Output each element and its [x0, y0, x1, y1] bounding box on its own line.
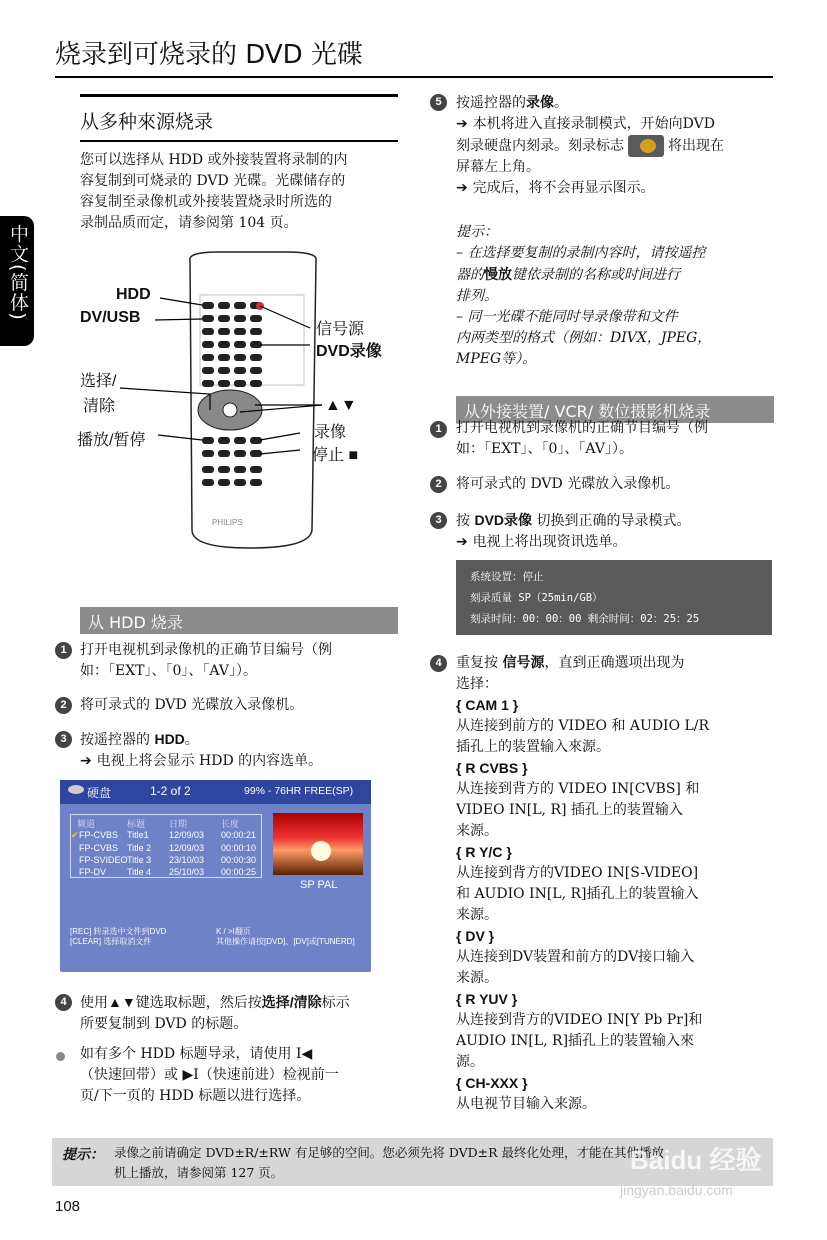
column-header: 标题 — [127, 819, 146, 829]
remote-label-select-clear-1: 选择/ — [80, 373, 117, 390]
footer-tip-line: 机上播放，请参阅第 127 页。 — [114, 1165, 284, 1180]
table-cell: 25/10/03 — [169, 867, 205, 877]
source-option: { R CVBS } — [456, 760, 528, 776]
disk-icon — [68, 785, 84, 794]
source-option: { R YUV } — [456, 991, 518, 1007]
table-cell: FP-SVIDEO — [79, 855, 128, 865]
source-desc: 从连接到背方的 VIDEO IN[CVBS] 和 — [456, 781, 700, 797]
section-title-from-hdd: 从 HDD 烧录 — [80, 607, 398, 634]
source-list — [456, 652, 776, 1115]
source-desc: VIDEO IN[L, R] 插孔上的装置输入 — [456, 802, 683, 818]
status-line: 刻录时间：00：00：00 剩余时间：02：25：25 — [470, 613, 700, 625]
step-text: 将可录式的 DVD 光碟放入录像机。 — [80, 697, 304, 713]
intro-line: 容复制至录像机或外接装置烧录时所选的 — [80, 194, 332, 210]
text-run: 。 — [554, 95, 568, 111]
intro-text — [80, 150, 400, 234]
preview-label: SP PAL — [300, 879, 338, 891]
tip-line: MPEG等）。 — [456, 351, 537, 367]
step-line: 所要复制到 DVD 的标题。 — [80, 1016, 248, 1032]
step-text-pre: 按遥控器的 — [80, 732, 155, 748]
recording-status-box — [456, 560, 772, 635]
step-number: 5 — [430, 94, 447, 111]
bullet-line: （快速回带）或 ▶I（快速前进）检视前一 — [80, 1067, 339, 1083]
language-tab-label: 中文(简体) — [7, 224, 29, 321]
section-title-multi-source: 从多种來源烧录 — [80, 94, 398, 142]
remote-label-source: 信号源 — [316, 321, 365, 338]
text-run: 完成后，将不会再显示图示。 — [472, 180, 655, 196]
text-run: 标示 — [321, 995, 350, 1011]
column-header: 频道 — [77, 819, 96, 829]
text-run: 重复按 — [456, 655, 503, 671]
page-number: 108 — [55, 1198, 81, 1215]
step-text — [80, 729, 322, 772]
source-option: { DV } — [456, 928, 495, 944]
baidu-watermark-url: jingyan.baidu.com — [620, 1182, 733, 1198]
record-disc-icon — [628, 135, 664, 157]
step-number: 1 — [55, 642, 72, 659]
step-text — [456, 418, 776, 460]
title-rule — [55, 76, 773, 78]
source-desc: 来源。 — [456, 823, 498, 839]
source-option: { CAM 1 } — [456, 697, 519, 713]
text-run: 键依录制的名称或时间进行 — [512, 267, 680, 283]
help-text: K / >I翻页 — [216, 927, 251, 936]
step-text — [80, 640, 400, 682]
text-run: 键选取标题，然后按 — [135, 995, 262, 1011]
tip-line: 排列。 — [456, 288, 498, 304]
source-desc: AUDIO IN[L, R]插孔上的装置输入來 — [456, 1033, 695, 1049]
step-text — [456, 92, 776, 199]
tip-line: – 在选择要复制的录制内容时，请按遥控 — [456, 245, 706, 261]
tip-line: – 同一光碟不能同时导录像带和文件 — [456, 309, 678, 325]
table-cell: FP-CVBS — [79, 830, 119, 840]
source-desc: 来源。 — [456, 970, 498, 986]
bullet-line: 页/下一页的 HDD 标题以进行选择。 — [80, 1088, 311, 1104]
step-number: 4 — [55, 994, 72, 1011]
text-run: 按 — [456, 513, 475, 529]
step-text-bold: HDD — [154, 731, 185, 747]
hdd-menu-header — [60, 780, 371, 804]
tip-block — [456, 222, 776, 370]
language-tab — [0, 216, 34, 346]
hdd-title-table — [70, 814, 262, 878]
step-number: 2 — [430, 476, 447, 493]
table-cell: Title1 — [127, 830, 149, 840]
source-desc: 插孔上的装置输入來源。 — [456, 739, 610, 755]
step-text — [80, 992, 405, 1035]
hdd-menu-pages: 1-2 of 2 — [150, 784, 191, 798]
step-subtext: 电视上将出现资讯选单。 — [472, 534, 627, 550]
bullet-line: 如有多个 HDD 标题导录，请使用 I◀ — [80, 1046, 313, 1062]
source-desc: 从连接到前方的 VIDEO 和 AUDIO L/R — [456, 718, 710, 734]
column-header: 长度 — [221, 819, 240, 829]
footer-tip-line: 录像之前请确定 DVD±R/±RW 有足够的空间。您必须先将 DVD±R 最终化处理，才能在其他播放 — [114, 1145, 665, 1160]
text-run: 刻录硬盘内刻录。刻录标志 — [456, 138, 624, 154]
text-run: ▲▼ — [108, 994, 136, 1010]
table-cell: 12/09/03 — [169, 843, 205, 853]
help-text: [CLEAR] 选择取消文件 — [70, 937, 152, 946]
column-header: 日期 — [169, 819, 188, 829]
section-title-external: 从外接装置/ VCR/ 数位摄影机烧录 — [456, 396, 774, 423]
step-line: 如：「EXT」、「0」、「AV」）。 — [456, 441, 633, 457]
arrow-icon: ➔ — [456, 116, 473, 132]
text-run: 按遥控器的 — [456, 95, 526, 111]
text-run: DVD录像 — [474, 512, 533, 528]
source-desc: 来源。 — [456, 907, 498, 923]
arrow-icon: ➔ — [456, 534, 473, 550]
help-text: [REC] 转录选中文件到DVD — [70, 927, 167, 936]
text-run: 慢放 — [484, 266, 512, 282]
text-run: 本机将进入直接录制模式，开始向DVD — [472, 116, 715, 132]
footer-tip-label: 提示： — [62, 1146, 104, 1162]
remote-label-dv-usb: DV/USB — [80, 309, 141, 326]
table-cell: FP-CVBS — [79, 843, 119, 853]
step-number: 2 — [55, 697, 72, 714]
step-number: 4 — [430, 655, 447, 672]
step-line: 选择： — [456, 676, 498, 692]
remote-label-play-pause: 播放/暂停 — [77, 432, 146, 449]
step-line: 打开电视机到录像机的正确节目编号（例 — [456, 420, 708, 436]
bullet-text — [80, 1044, 405, 1107]
step-number: 1 — [430, 421, 447, 438]
table-cell: 12/09/03 — [169, 830, 205, 840]
table-cell: 00:00:25 — [221, 867, 257, 877]
remote-label-dvd-rec: DVD录像 — [316, 343, 382, 360]
status-line: 刻录质量 SP（25min/GB） — [470, 592, 603, 604]
check-icon: ✔ — [71, 830, 79, 840]
text-run: 使用 — [80, 995, 108, 1011]
baidu-watermark: Baidu 经验 — [630, 1145, 762, 1175]
step-number: 3 — [430, 512, 447, 529]
table-cell: 00:00:21 — [221, 830, 257, 840]
source-desc: 从连接到背方的VIDEO IN[Y Pb Pr]和 — [456, 1012, 703, 1028]
source-desc: 和 AUDIO IN[L, R]插孔上的装置输入 — [456, 886, 699, 902]
remote-label-stop: 停止 ■ — [312, 447, 359, 464]
text-run: 信号源 — [502, 654, 545, 670]
intro-line: 容复制到可烧录的 DVD 光碟。光碟储存的 — [80, 173, 346, 189]
help-text: 其他操作请按[DVD]、[DV]或[TUNERD] — [216, 937, 355, 946]
source-option: { R Y/C } — [456, 844, 512, 860]
remote-label-record: 录像 — [314, 424, 347, 441]
arrow-icon: ➔ — [456, 180, 473, 196]
text-run: 选择/清除 — [261, 994, 322, 1010]
step-number: 3 — [55, 731, 72, 748]
step-line: 打开电视机到录像机的正确节目编号（例 — [80, 642, 332, 658]
hdd-menu-label: 硬盘 — [87, 786, 112, 800]
table-cell: 00:00:10 — [221, 843, 257, 853]
remote-label-hdd: HDD — [116, 286, 151, 303]
source-desc: 从连接到背方的VIDEO IN[S-VIDEO] — [456, 865, 699, 881]
sun-icon — [311, 841, 331, 861]
step-line: 屏幕左上角。 — [456, 159, 540, 175]
table-cell: 23/10/03 — [169, 855, 205, 865]
text-run: 切换到正确的导录模式。 — [532, 513, 691, 529]
hdd-menu-screen — [60, 780, 371, 972]
preview-thumbnail — [273, 813, 363, 875]
footer-tip — [52, 1138, 773, 1186]
tip-title: 提示： — [456, 224, 498, 240]
source-option: { CH-XXX } — [456, 1075, 528, 1091]
step-text-post: 。 — [184, 732, 199, 748]
hdd-menu-status: 99% - 76HR FREE(SP) — [244, 785, 354, 797]
status-line: 系统设置：停止 — [470, 571, 544, 583]
text-run: 器的 — [456, 267, 484, 283]
text-run: 将出现在 — [668, 138, 724, 154]
page-title: 烧录到可烧录的 DVD 光碟 — [55, 40, 363, 70]
step-line: 如：「EXT」、「0」、「AV」）。 — [80, 663, 257, 679]
source-desc: 从连接到DV装置和前方的DV接口输入 — [456, 949, 695, 965]
step-text — [456, 510, 776, 553]
remote-brand: PHILIPS — [212, 518, 243, 527]
remote-label-up-down: ▲▼ — [325, 397, 357, 414]
text-run: ，直到正确選项出现为 — [544, 655, 685, 671]
source-desc: 源。 — [456, 1054, 484, 1070]
source-desc: 从电视节目输入来源。 — [456, 1096, 596, 1112]
table-cell: Title 4 — [127, 867, 152, 877]
step-subtext: 电视上将会显示 HDD 的内容选单。 — [96, 753, 323, 769]
step-text: 将可录式的 DVD 光碟放入录像机。 — [456, 476, 680, 492]
table-cell: FP-DV — [79, 867, 106, 877]
tip-line: 内两类型的格式（例如：DIVX，JPEG， — [456, 330, 712, 346]
intro-line: 您可以选择从 HDD 或外接装置将录制的内 — [80, 152, 348, 168]
table-cell: Title 3 — [127, 855, 152, 865]
bullet-icon — [56, 1052, 65, 1061]
table-cell: Title 2 — [127, 843, 152, 853]
intro-line: 录制品质而定，请参阅第 104 页。 — [80, 215, 298, 231]
text-run: 录像 — [526, 94, 554, 110]
table-cell: 00:00:30 — [221, 855, 257, 865]
remote-label-select-clear-2: 清除 — [83, 398, 116, 415]
arrow-icon: ➔ — [80, 753, 97, 769]
